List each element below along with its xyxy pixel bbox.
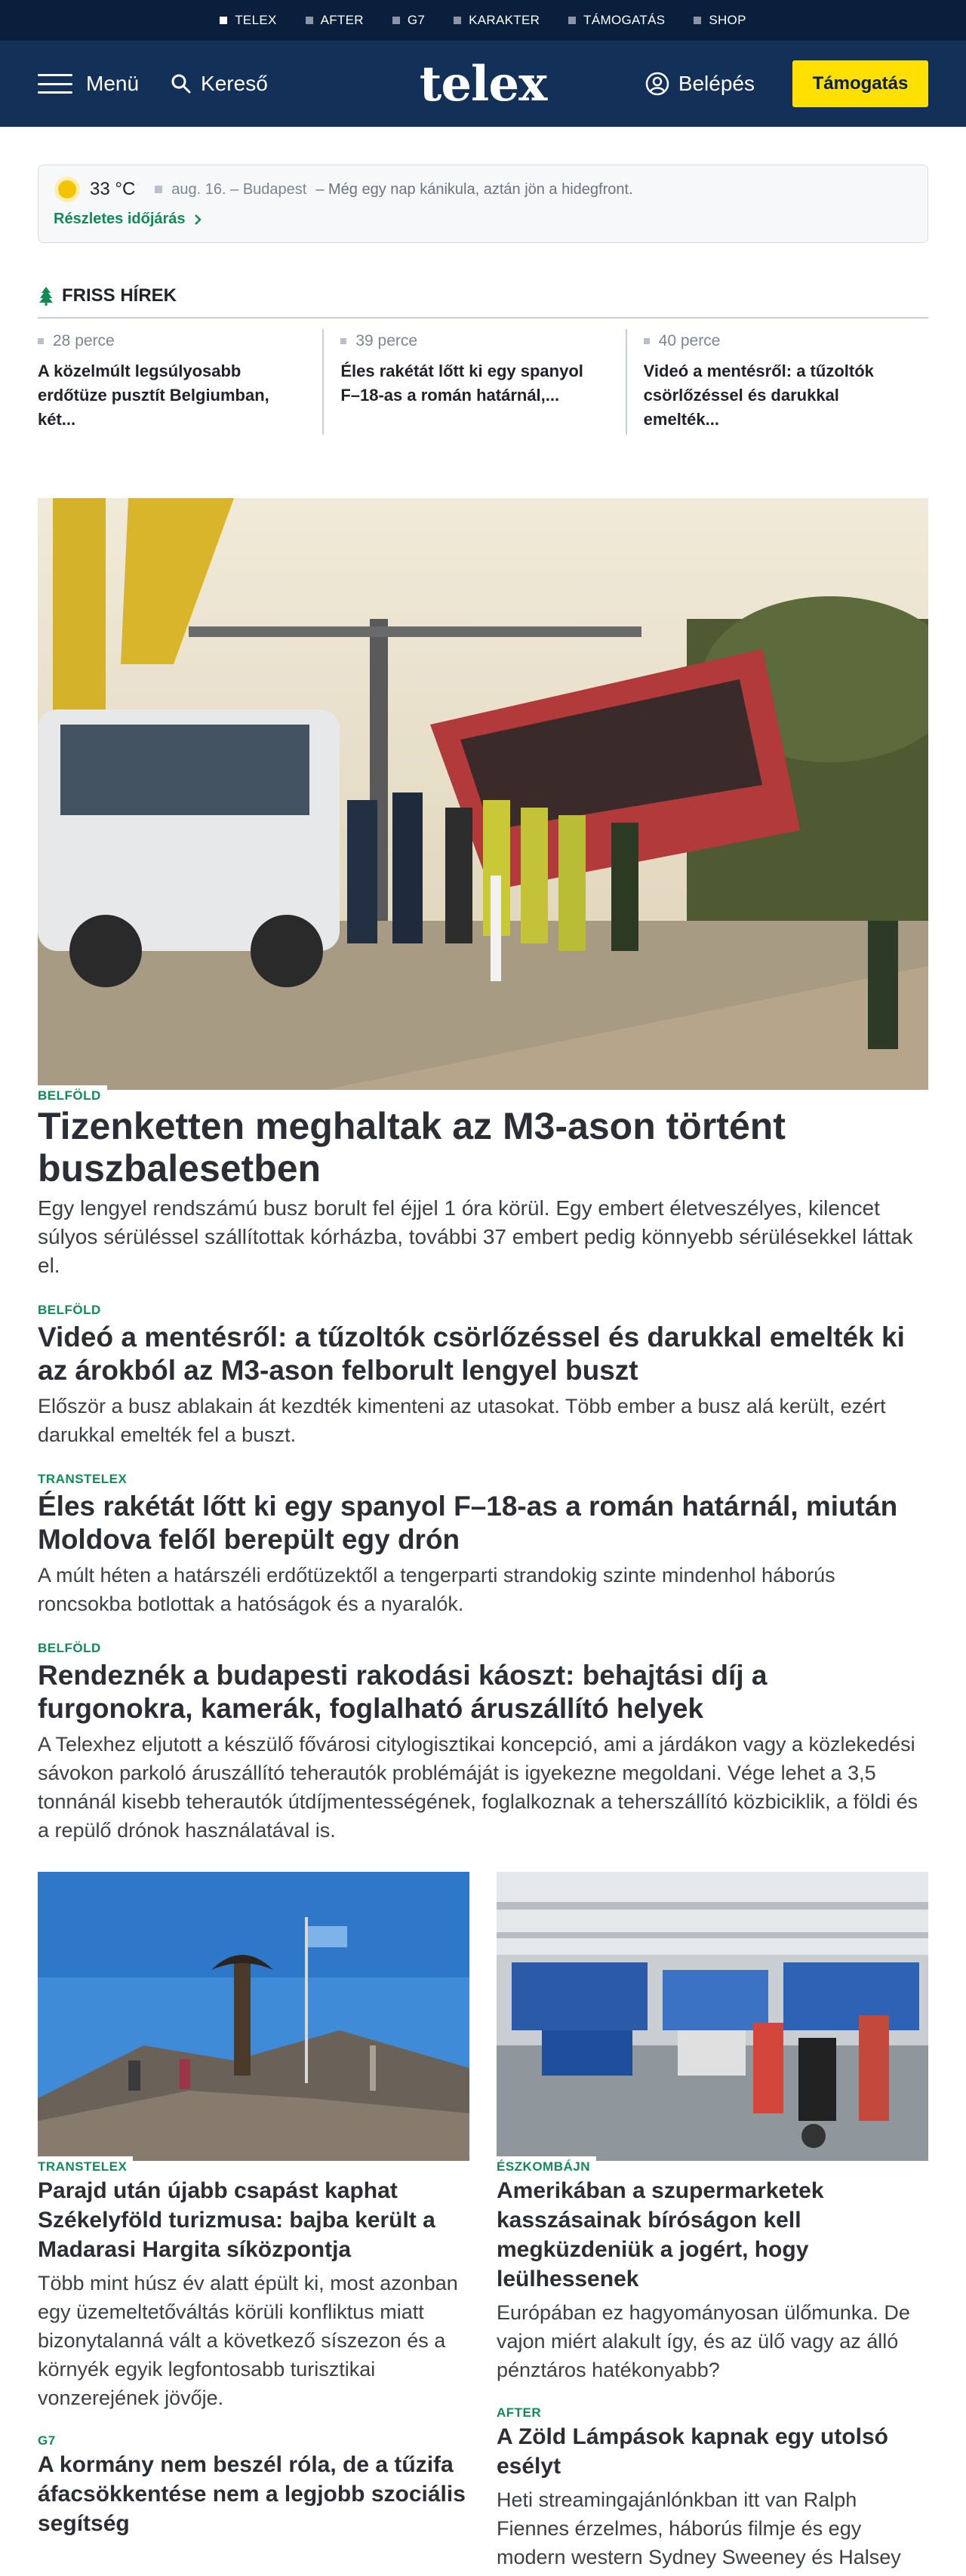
left-column xyxy=(38,1872,469,2571)
fresh-title: Éles rakétát lőtt ki egy spanyol F–18-as a román határnál,... xyxy=(340,362,583,405)
two-column-grid xyxy=(38,1872,928,2571)
brand-link-g7[interactable] xyxy=(392,13,425,28)
menu-button[interactable] xyxy=(38,72,139,96)
login-label: Belépés xyxy=(678,72,755,95)
bullet-icon xyxy=(340,338,346,344)
card-article[interactable] xyxy=(38,2435,469,2538)
article-category[interactable]: AFTER xyxy=(497,2402,547,2421)
card-title[interactable]: A Zöld Lámpások kapnak egy utolsó esélyt xyxy=(497,2424,888,2479)
article-category[interactable]: TRANSTELEX xyxy=(38,1472,128,1486)
story-title[interactable]: Videó a mentésről: a tűzoltók csörlőzéssel és darukkal emelték ki az árokból az M3-ason felborult lengyel buszt xyxy=(38,1322,905,1386)
bullet-icon xyxy=(38,338,44,344)
story-article[interactable] xyxy=(38,1641,928,1845)
story-lead: Először a busz ablakain át kezdték kimenteni az utasokat. Több ember a busz alá került, ezért darukkal emelték fel a buszt. xyxy=(38,1395,886,1446)
bullet-icon xyxy=(392,17,400,24)
brand-label: TÁMOGATÁS xyxy=(583,13,666,27)
fresh-title: A közelmúlt legsúlyosabb erdőtüze pusztít Belgiumban, két... xyxy=(38,362,269,429)
card-lead: Heti streamingajánlónkban itt van Ralph Fiennes érzelmes, háborús filmje és egy modern western Sydney Sweeney és Halsey xyxy=(497,2488,901,2568)
fresh-title: Videó a mentésről: a tűzoltók csörlőzéssel és darukkal emelték... xyxy=(643,362,874,429)
brand-link-after[interactable] xyxy=(306,13,364,28)
article-category[interactable]: G7 xyxy=(38,2430,62,2448)
temperature: 33 °C xyxy=(90,179,136,199)
bullet-icon xyxy=(568,17,576,24)
card-photo-mountain[interactable] xyxy=(38,1872,469,2161)
card-photo-supermarket[interactable] xyxy=(497,1872,928,2161)
story-title[interactable]: Éles rakétát lőtt ki egy spanyol F–18-as a román határnál, miután Moldova felől berepült egy drón xyxy=(38,1491,898,1555)
brand-label: TELEX xyxy=(235,13,277,27)
search-icon xyxy=(171,73,192,94)
fresh-news-heading xyxy=(38,285,928,319)
card-article[interactable] xyxy=(497,2407,928,2571)
brand-link-telex[interactable] xyxy=(220,13,276,28)
brand-label: KARAKTER xyxy=(469,13,540,27)
menu-label: Menü xyxy=(86,72,140,95)
user-circle-icon xyxy=(645,72,669,96)
brand-link-karakter[interactable] xyxy=(454,13,540,28)
story-title[interactable]: Rendeznék a budapesti rakodási káoszt: behajtási díj a furgonokra, kamerák, foglalható áruszállító helyek xyxy=(38,1660,768,1724)
fresh-news-item[interactable] xyxy=(324,329,626,435)
sun-icon xyxy=(58,180,76,199)
bullet-icon xyxy=(220,17,227,24)
weather-date-place: aug. 16. – Budapest xyxy=(171,180,307,198)
card-article[interactable] xyxy=(497,1872,928,2384)
search-button[interactable] xyxy=(171,72,268,96)
weather-details-link[interactable] xyxy=(54,211,202,228)
hero-lead: Egy lengyel rendszámú busz borult fel éjjel 1 óra körül. Egy embert életveszélyes, kilencet súlyos sérüléssel szállítottak kórházba, további 37 embert pedig könnyebb sérülésekkel láttak el. xyxy=(38,1196,913,1277)
hero-title[interactable]: Tizenketten meghaltak az M3-ason történt buszbalesetben xyxy=(38,1105,786,1190)
fresh-time: 28 perce xyxy=(53,332,115,349)
story-lead: A Telexhez eljutott a készülő fővárosi citylogisztikai koncepció, ami a járdákon vagy a közlekedési sávokon parkoló áruszállító teherautók problémáját is igyekezne megoldani. Vége lehet a 3,5 tonnánál kisebb teherautók útdíjmentességének, foglalkoznak a teherszállító közbiciklik, a földi és a repülő drónok használatával is. xyxy=(38,1733,918,1842)
search-label: Kereső xyxy=(201,72,268,95)
bullet-icon xyxy=(454,17,461,24)
separator-icon xyxy=(155,186,162,193)
fresh-news-item[interactable] xyxy=(627,329,928,435)
support-button[interactable]: Támogatás xyxy=(792,60,928,107)
site-header xyxy=(0,41,966,127)
story-article[interactable] xyxy=(38,1472,928,1618)
tree-icon xyxy=(38,286,54,306)
brand-label: G7 xyxy=(407,13,426,27)
login-button[interactable] xyxy=(645,72,755,96)
right-column xyxy=(497,1872,928,2571)
hero-photo-bus-crash[interactable] xyxy=(38,498,928,1090)
fresh-time: 39 perce xyxy=(355,332,418,349)
story-lead: A múlt héten a határszéli erdőtüzektől a tengerparti strandokig szinte mindenhol háborús roncsokba botlottak a hatóságok és a nyaralók. xyxy=(38,1564,835,1615)
fresh-news-item[interactable] xyxy=(38,329,324,435)
brand-link-tamogatas[interactable] xyxy=(568,13,665,28)
weather-link-label: Részletes időjárás xyxy=(54,211,186,227)
main-content xyxy=(0,165,966,2571)
bullet-icon xyxy=(644,338,650,344)
article-category[interactable]: BELFÖLD xyxy=(38,1303,101,1317)
brand-link-shop[interactable] xyxy=(694,13,746,28)
card-lead: Európában ez hagyományosan ülőmunka. De vajon miért alakult így, és az ülő vagy az álló pénztáros hatékonyabb? xyxy=(497,2301,910,2381)
brand-bar xyxy=(0,0,966,41)
brand-label: SHOP xyxy=(709,13,746,27)
brand-label: AFTER xyxy=(320,13,364,27)
card-title[interactable]: Parajd után újabb csapást kaphat Székelyföld turizmusa: bajba került a Madarasi Hargita síközpontja xyxy=(38,2178,435,2262)
card-article[interactable] xyxy=(38,1872,469,2412)
fresh-news xyxy=(38,285,928,435)
card-title[interactable]: Amerikában a szupermarketek kasszásainak bíróságon kell megküzdeniük a jogért, hogy leülhessenek xyxy=(497,2178,824,2291)
bullet-icon xyxy=(694,17,701,24)
hamburger-icon xyxy=(38,74,72,94)
bullet-icon xyxy=(306,17,313,24)
article-category[interactable]: ÉSZKOMBÁJN xyxy=(497,2156,596,2174)
card-title[interactable]: A kormány nem beszél róla, de a tűzifa áfacsökkentése nem a legjobb szociális segítség xyxy=(38,2452,466,2536)
weather-widget xyxy=(38,165,928,243)
fresh-time: 40 perce xyxy=(658,332,721,349)
hero-article[interactable] xyxy=(38,498,928,1280)
chevron-right-icon xyxy=(193,214,202,226)
story-article[interactable] xyxy=(38,1303,928,1449)
article-category[interactable]: BELFÖLD xyxy=(38,1085,107,1103)
article-category[interactable]: BELFÖLD xyxy=(38,1641,101,1655)
card-lead: Több mint húsz év alatt épült ki, most azonban egy üzemeltetőváltás körüli konfliktus miatt bizonytalanná vált a következő síszezon és a környék egyik legfontosabb turisztikai vonzerejének jövője. xyxy=(38,2272,458,2409)
fresh-news-title: FRISS HÍREK xyxy=(62,285,177,306)
site-logo[interactable]: telex xyxy=(419,55,547,112)
article-category[interactable]: TRANSTELEX xyxy=(38,2156,133,2174)
weather-forecast: – Még egy nap kánikula, aztán jön a hidegfront. xyxy=(315,180,633,198)
